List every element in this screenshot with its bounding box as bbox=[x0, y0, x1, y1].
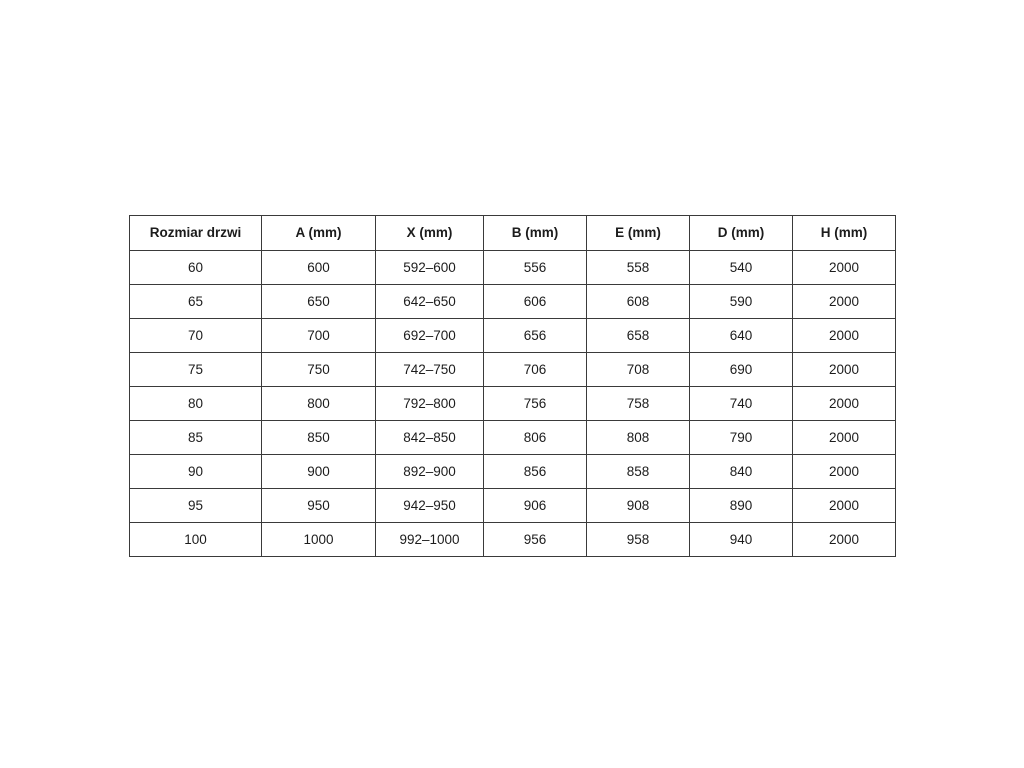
cell-a: 850 bbox=[262, 421, 376, 455]
cell-e: 958 bbox=[587, 523, 690, 557]
cell-b: 556 bbox=[484, 251, 587, 285]
cell-e: 658 bbox=[587, 319, 690, 353]
cell-e: 858 bbox=[587, 455, 690, 489]
cell-size: 75 bbox=[130, 353, 262, 387]
table-header bbox=[130, 216, 896, 251]
cell-size: 100 bbox=[130, 523, 262, 557]
cell-a: 950 bbox=[262, 489, 376, 523]
cell-a: 1000 bbox=[262, 523, 376, 557]
column-header-a: A (mm) bbox=[262, 216, 376, 251]
cell-e: 558 bbox=[587, 251, 690, 285]
cell-b: 656 bbox=[484, 319, 587, 353]
cell-e: 908 bbox=[587, 489, 690, 523]
table-row bbox=[130, 421, 896, 455]
table-row bbox=[130, 489, 896, 523]
cell-h: 2000 bbox=[793, 285, 896, 319]
table-header-row bbox=[130, 216, 896, 251]
cell-b: 856 bbox=[484, 455, 587, 489]
cell-x: 942–950 bbox=[376, 489, 484, 523]
cell-h: 2000 bbox=[793, 523, 896, 557]
cell-e: 758 bbox=[587, 387, 690, 421]
cell-x: 642–650 bbox=[376, 285, 484, 319]
cell-b: 706 bbox=[484, 353, 587, 387]
cell-h: 2000 bbox=[793, 455, 896, 489]
cell-h: 2000 bbox=[793, 387, 896, 421]
cell-size: 95 bbox=[130, 489, 262, 523]
table-row bbox=[130, 455, 896, 489]
cell-e: 608 bbox=[587, 285, 690, 319]
cell-d: 640 bbox=[690, 319, 793, 353]
cell-h: 2000 bbox=[793, 353, 896, 387]
cell-size: 85 bbox=[130, 421, 262, 455]
table-row bbox=[130, 523, 896, 557]
cell-e: 708 bbox=[587, 353, 690, 387]
cell-d: 540 bbox=[690, 251, 793, 285]
cell-x: 892–900 bbox=[376, 455, 484, 489]
cell-b: 606 bbox=[484, 285, 587, 319]
cell-x: 842–850 bbox=[376, 421, 484, 455]
cell-b: 956 bbox=[484, 523, 587, 557]
cell-e: 808 bbox=[587, 421, 690, 455]
cell-b: 756 bbox=[484, 387, 587, 421]
table-row bbox=[130, 251, 896, 285]
cell-d: 790 bbox=[690, 421, 793, 455]
column-header-rozmiar-drzwi: Rozmiar drzwi bbox=[130, 216, 262, 251]
cell-d: 890 bbox=[690, 489, 793, 523]
column-header-d: D (mm) bbox=[690, 216, 793, 251]
door-size-spec-table bbox=[129, 215, 896, 557]
cell-size: 65 bbox=[130, 285, 262, 319]
cell-a: 650 bbox=[262, 285, 376, 319]
cell-size: 90 bbox=[130, 455, 262, 489]
table-row bbox=[130, 353, 896, 387]
cell-d: 590 bbox=[690, 285, 793, 319]
cell-a: 700 bbox=[262, 319, 376, 353]
cell-a: 800 bbox=[262, 387, 376, 421]
cell-d: 840 bbox=[690, 455, 793, 489]
cell-size: 70 bbox=[130, 319, 262, 353]
cell-a: 600 bbox=[262, 251, 376, 285]
cell-h: 2000 bbox=[793, 251, 896, 285]
table-body bbox=[130, 251, 896, 557]
cell-d: 690 bbox=[690, 353, 793, 387]
cell-h: 2000 bbox=[793, 421, 896, 455]
column-header-x: X (mm) bbox=[376, 216, 484, 251]
cell-h: 2000 bbox=[793, 489, 896, 523]
table-row bbox=[130, 387, 896, 421]
column-header-e: E (mm) bbox=[587, 216, 690, 251]
cell-b: 906 bbox=[484, 489, 587, 523]
column-header-h: H (mm) bbox=[793, 216, 896, 251]
cell-b: 806 bbox=[484, 421, 587, 455]
cell-d: 740 bbox=[690, 387, 793, 421]
table-row bbox=[130, 285, 896, 319]
cell-a: 750 bbox=[262, 353, 376, 387]
cell-x: 692–700 bbox=[376, 319, 484, 353]
cell-x: 992–1000 bbox=[376, 523, 484, 557]
cell-x: 592–600 bbox=[376, 251, 484, 285]
table-row bbox=[130, 319, 896, 353]
cell-x: 792–800 bbox=[376, 387, 484, 421]
cell-h: 2000 bbox=[793, 319, 896, 353]
cell-x: 742–750 bbox=[376, 353, 484, 387]
cell-size: 80 bbox=[130, 387, 262, 421]
cell-size: 60 bbox=[130, 251, 262, 285]
cell-a: 900 bbox=[262, 455, 376, 489]
cell-d: 940 bbox=[690, 523, 793, 557]
spec-table-container bbox=[129, 215, 895, 557]
column-header-b: B (mm) bbox=[484, 216, 587, 251]
